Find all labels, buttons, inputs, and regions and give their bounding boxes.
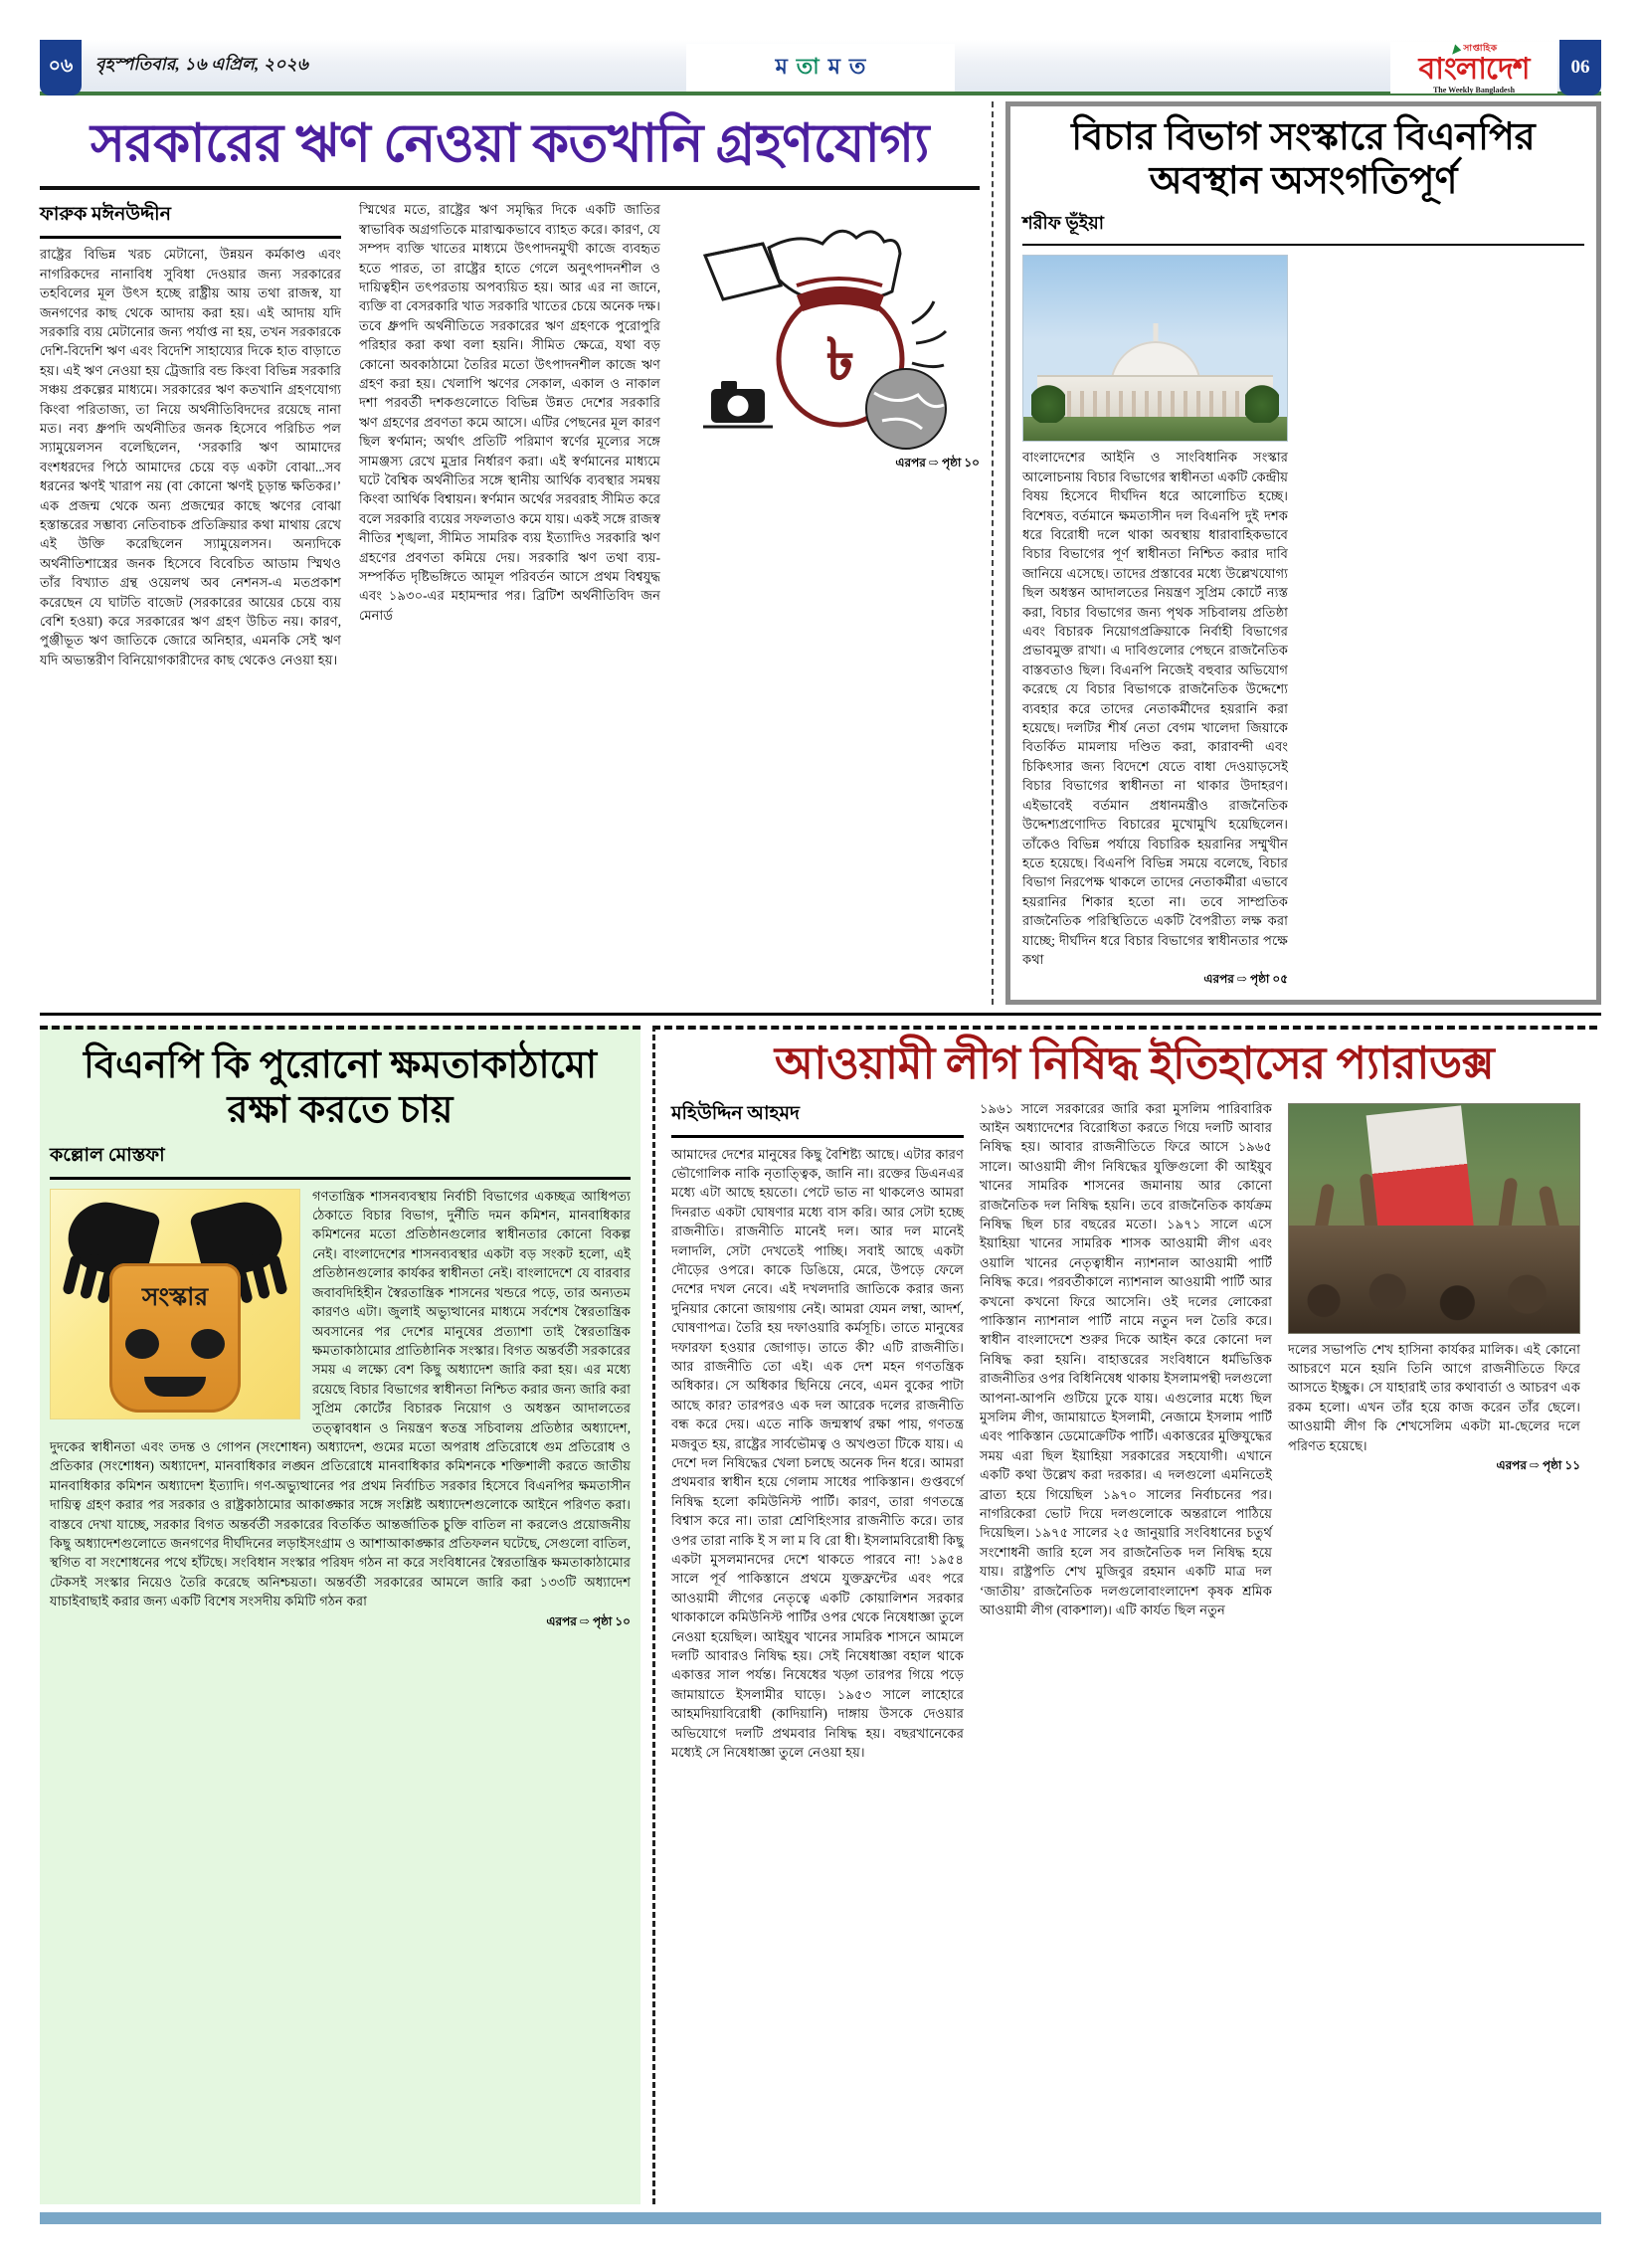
horizontal-divider [40, 1013, 1601, 1016]
section-label-char-4: ত [848, 53, 866, 79]
fourth-column-3 [1288, 1099, 1580, 1763]
footer-rule [40, 2212, 1601, 2224]
building-arches [1041, 391, 1269, 417]
lead-body-1: রাষ্ট্রের বিভিন্ন খরচ মেটানো, উন্নয়ন কর্মকাণ্ড এবং নাগরিকদের নানাবিধ সুবিধা দেওয়ার জন্য সরকারের তহবিলের মূল উৎস হচ্ছে রাষ্ট্রীয় আয় তথা রাজস্ব, যা জনগণের কাছ থেকে আদায় করা হয়। এই আদায় যদি সরকারি ব্যয় মেটানোর জন্য পর্যাপ্ত না হয়, তখন সরকারকে দেশি-বিদেশি ঋণ এবং বিদেশি সাহায্যের দিকে হাত বাড়াতে হয়। এই ঋণ নেওয়া হয় ট্রেজারি বন্ড কিংবা বিভিন্ন সরকারি সঞ্চয় প্রকল্পের মাধ্যমে। সরকারের ঋণ কতখানি গ্রহণযোগ্য কিংবা পরিতাজ্য, তা নিয়ে অর্থনীতিবিদদের রয়েছে নানা মত। নব্য ধ্রুপদি অর্থনীতির জনক হিসেবে পরিচিত পল স্যামুয়েলসন বলেছিলেন, ‘সরকারি ঋণ আমাদের বংশধরদের পিঠে আমাদের চেয়ে বড় একটা বোঝা...সব ধরনের ঋণই খারাপ নয় (বা কোনো ঋণই চূড়ান্ত ক্ষতিকর।’ এক প্রজন্ম থেকে অন্য প্রজন্মের কাছে ঋণের বোঝা হস্তান্তরের সম্ভাব্য নেতিবাচক প্রতিক্রিয়ার কথা মাথায় রেখে এই উক্তি করেছিলেন স্যামুয়েলসন। অন্যদিকে অর্থনীতিশাস্ত্রের জনক হিসেবে বিবেচিত আডাম স্মিথও তাঁর বিখ্যাত গ্রন্থ ওয়েলথ অব নেশনস-এ মতপ্রকাশ করেছেন যে ঘাটতি বাজেট (সরকারের আয়ের চেয়ে ব্যয় বেশি হওয়া) করে সরকারের ঋণ গ্রহণ উচিত নয়। কারণ, পুঞ্জীভূত ঋণ জাতিকে জোরে অনিহার, এমনকি সেই ঋণ যদি অভ্যন্তরীণ বিনিয়োগকারীদের কাছ থেকেও নেওয়া হয়। [40, 247, 341, 667]
second-jump-link[interactable]: এরপর ⇨ পৃষ্ঠা ০৫ [1203, 972, 1288, 987]
section-label-char-1: ম [775, 53, 788, 79]
fourth-body-1: আমাদের দেশের মানুষের কিছু বৈশিষ্ট্য আছে। এটার কারণ ভৌগোলিক নাকি নৃতাত্ত্বিক, জানি না। রক্তের ডিএনএর মধ্যে এটা আছে হয়তো। পেটে ভাত না থাকলেও আমরা দিনরাত একটা ঘোষণার মধ্যে বাস করি। আর সেটা হচ্ছে রাজনীতি। রাজনীতি মানেই দল। আর দল মানেই দলাদলি, সেটা দেখতেই পাচ্ছি। সবাই আছে একটা দৌড়ের ওপরে। কাকে ডিঙিয়ে, মেরে, উপড়ে ফেলে দেশের দখল নেবে। এই দখলদারি জাতিকে করার জন্য দুনিয়ার কোনো জায়গায় নেই। আমরা যেমন লম্বা, আদর্শ, ঘোষণাপত্র। তৈরি হয় দফাওয়ারি কর্মসূচি। তাতে মানুষের দফারফা হওয়ার জোগাড়। তাতে কী? এটি রাজনীতি। আর রাজনীতি তো এই। এক দেশ মহন গণতন্ত্রিক অধিকার। সে অধিকার ছিনিয়ে নেবে, এমন বুকের পাটা আছে কার? তারপরও এক দল আরেক দলের রাজনীতি বন্ধ করে দেয়। এতে নাকি জন্মস্বার্থ রক্ষা পায়, গণতন্ত্র মজবুত হয়, রাষ্ট্রের সার্বভৌমত্ব ও অখণ্ডতা টিকে যায়। এ দেশে দল নিষিদ্ধের খেলা চলছে অনেক দিন ধরে। আমরা প্রথমবার স্বাধীন হয়ে গেলাম সাধের পাকিস্তান। গুপ্তবর্গে নিষিদ্ধ হলো কমিউনিস্ট পার্টি। কারণ, তারা গণতন্ত্রে বিশ্বাস করে না। তারা শ্রেণিহিংসার রাজনীতি করে। তার ওপর তারা নাকি ই স লা ম বি রো ধী। ইসলামবিরোধী কিছু একটা মুসলমানদের দেশে থাকতে পারবে না! ১৯৫৪ সালে পূর্ব পাকিস্তানে প্রথমে যুক্তফ্রন্টের এবং পরে আওয়ামী লীগের নেতৃত্বে একটি কোয়ালিশন সরকার থাকাকালে কমিউনিস্ট পার্টির ওপর থেকে নিষেধাজ্ঞা তুলে নেওয়া হয়েছিল। আইয়ুব খানের সামরিক শাসনে আমলে দলটি আবারও নিষিদ্ধ হয়। সেই নিষেধাজ্ঞা বহাল থাকে একাত্তর সাল পর্যন্ত। নিষেধের খড়্গ তারপর গিয়ে পড়ে জামায়াতে ইসলামীর ঘাড়ে। ১৯৫৩ সালে লাহোরে আহমদিয়াবিরোধী (কাদিয়ানি) দাঙ্গায় উসকে দেওয়ার অভিযোগে দলটি প্রথমবার নিষিদ্ধ হয়। বছরখানেকের মধ্যেই সে নিষেধাজ্ঞা তুলে নেওয়া হয়। [671, 1146, 964, 1761]
section-label [686, 44, 955, 92]
top-section [40, 101, 1601, 1005]
fourth-byline: মহিউদ্দিন আহমদ [671, 1099, 964, 1138]
newspaper-page [40, 40, 1601, 2159]
column-divider-vertical [992, 101, 994, 1005]
logo-subtitle: The Weekly Bangladesh [1432, 85, 1516, 94]
section-label-char-2: তা [796, 53, 820, 79]
hands-holding-reform-mask-icon [50, 1189, 300, 1419]
hand-holding-money-bag-icon [685, 204, 974, 451]
second-columns [1022, 253, 1584, 991]
lead-headline: সরকারের ঋণ নেওয়া কতখানি গ্রহণযোগ্য [40, 101, 980, 190]
dome-spire [1153, 323, 1158, 343]
fourth-body-3: দলের সভাপতি শেখ হাসিনা কার্যকর মালিক। এই কোনো আচরণে মনে হয়নি তিনি আগে রাজনীতিতে ফিরে আসতে ইচ্ছুক। সে যাহারাই তার কথাবার্তা ও আচরণ এক রকম হলো। এখন তাঁর হয়ে কাজ করেন তাঁর ছেলে। আওয়ামী লীগ কি শেখসেলিম একটা মা-ছেলের দলে পরিণত হয়েছে। [1288, 1341, 1580, 1453]
second-headline: বিচার বিভাগ সংস্কারে বিএনপির অবস্থান অসংগতিপূর্ণ [1071, 116, 1536, 202]
third-article [40, 1026, 640, 2204]
tree-right-icon [1245, 383, 1279, 423]
lead-column-1 [40, 200, 341, 669]
fourth-column-1 [671, 1099, 964, 1763]
lead-column-2 [359, 200, 660, 669]
lead-column-3 [678, 200, 980, 669]
mask-label: সংস্কার [141, 1283, 209, 1311]
second-article-box [1005, 101, 1601, 1005]
political-rally-crowd-photo [1288, 1103, 1580, 1334]
second-article [1005, 101, 1601, 1005]
section-label-char-3: ম [827, 53, 840, 79]
third-columns [50, 1187, 631, 1633]
third-headline: বিএনপি কি পুরোনো ক্ষমতাকাঠামো রক্ষা করতে চায় [84, 1044, 597, 1131]
folio-left: ০৬ [40, 40, 82, 95]
mask-mouth [144, 1377, 206, 1397]
lead-body-2: স্মিথের মতে, রাষ্ট্রের ঋণ সমৃদ্ধির দিকে একটি জাতির স্বাভাবিক অগ্রগতিকে মারাত্মকভাবে ব্যাহত করে। কারণ, যে সম্পদ ব্যক্তি খাতের মাধ্যমে উৎপাদনমুখী কাজে ব্যবহৃত হতে পারত, তা রাষ্ট্রের হাতে গেলে অনুৎপাদনশীল ও দায়িত্বহীন তৎপরতায় অপব্যয়িত হয়। আর এর না জানে, ব্যক্তি বা বেসরকারি খাত সরকারি খাতের চেয়ে অনেক দক্ষ। তবে ধ্রুপদি অর্থনীতিতে সরকারের ঋণ গ্রহণকে পুরোপুরি পরিহার করা কথা বলা হয়নি। সীমিত ক্ষেত্রে, যথা বড় কোনো অবকাঠামো তৈরির মতো উৎপাদনশীল কাজে ঋণ গ্রহণ করা হয়। খেলাপি ঋণের সেকাল, একাল ও নাকাল দশা পরবর্তী দশকগুলোতে বিভিন্ন উন্নত দেশের সরকারি ঋণ গ্রহণের প্রবণতা কমে আসে। এটির পেছনের মূল কারণ ছিল স্বর্ণমান; অর্থাৎ প্রতিটি পরিমাণ স্বর্ণের মূল্যের সঙ্গে সামঞ্জস্য রেখে মুদ্রার নির্ধারণ করা। এই স্বর্ণমানের মাধ্যমে ঘটে বৈশ্বিক অর্থনীতির সঙ্গে স্থানীয় আর্থিক ব্যবস্থার সমন্বয় কিংবা আর্থিক বিশ্বায়ন। স্বর্ণমান অর্থের সরবরাহ সীমিত করে বলে সরকারি ব্যয়ের সফলতাও কমে যায়। একই সঙ্গে রাজস্ব নীতির শৃঙ্খলা, সীমিত সামরিক ব্যয় ইত্যাদিও সরকারি ঋণ গ্রহণের প্রবণতা কমিয়ে দেয়। সরকারি ঋণ তথা ব্যয়-সম্পর্কিত দৃষ্টিভঙ্গিতে আমূল পরিবর্তন আসে প্রথম বিশ্বযুদ্ধ এবং ১৯৩০-এর মহামন্দার পর। ব্রিটিশ অর্থনীতিবিদ জন মেনার্ড [359, 202, 660, 623]
supreme-court-building-photo [1022, 255, 1288, 442]
fourth-columns [671, 1099, 1597, 1763]
third-byline: কল্লোল মোস্তফা [50, 1141, 631, 1180]
masthead [40, 40, 1601, 95]
fourth-jump-link[interactable]: এরপর ⇨ পৃষ্ঠা ১১ [1496, 1457, 1580, 1472]
fourth-headline: আওয়ামী লীগ নিষিদ্ধ ইতিহাসের প্যারাডক্স [774, 1039, 1495, 1088]
bottom-section [40, 1026, 1601, 2204]
lead-jump-link[interactable]: এরপর ⇨ পৃষ্ঠা ১০ [895, 456, 980, 471]
logo-kicker: সাপ্তাহিক [1463, 43, 1498, 54]
fourth-column-2 [980, 1099, 1272, 1763]
fourth-article [652, 1026, 1597, 2204]
tree-left-icon [1031, 383, 1065, 423]
lead-byline: ফারুক মঈনউদ্দীন [40, 200, 341, 239]
mask-eye-left [125, 1329, 159, 1359]
second-body-1: বাংলাদেশের আইনি ও সাংবিধানিক সংস্কার আলোচনায় বিচার বিভাগের স্বাধীনতা একটি কেন্দ্রীয় বিষয় হিসেবে দীর্ঘদিন ধরে আলোচিত হচ্ছে। বিশেষত, বর্তমানে ক্ষমতাসীন দল বিএনপি দুই দশক ধরে বিরোধী দলে থাকা অবস্থায় ধারাবাহিকভাবে বিচার বিভাগের পূর্ণ স্বাধীনতা নিশ্চিত করার দাবি জানিয়ে এসেছে। তাদের প্রস্তাবের মধ্যে উল্লেখযোগ্য ছিল অধস্তন আদালতের নিয়ন্ত্রণ সুপ্রিম কোর্টে ন্যস্ত করা, বিচার বিভাগের জন্য পৃথক সচিবালয় প্রতিষ্ঠা এবং বিচারক নিয়োগপ্রক্রিয়াকে নির্বাহী বিভাগের প্রভাবমুক্ত রাখা। এ দাবিগুলোর পেছনে রাজনৈতিক বাস্তবতাও ছিল। বিএনপি নিজেই বহুবার অভিযোগ করেছে যে বিচার বিভাগকে রাজনৈতিক উদ্দেশ্যে ব্যবহার করে তাদের নেতাকর্মীদের হয়রানি করা হয়েছে। দলটির শীর্ষ নেতা বেগম খালেদা জিয়াকে বিতর্কিত মামলায় দণ্ডিত করা, কারাবন্দী এবং চিকিৎসার জন্য বিদেশে যেতে বাধা দেওয়াড়সেই বিচার বিভাগের স্বাধীনতা না থাকার উদাহরণ। এইভাবেই বর্তমান প্রধানমন্ত্রীও রাজনৈতিক উদ্দেশ্যপ্রণোদিত বিচারের মুখোমুখি হয়েছিলেন। তাঁকেও বিভিন্ন পর্যায়ে বিচারিক হয়রানির সম্মুখীন হতে হয়েছে। বিএনপি বিভিন্ন সময়ে বলেছে, বিচার বিভাগ নিরপেক্ষ থাকলে তাদের নেতাকর্মীরা এভাবে হয়রানির শিকার হতো না। তবে সাম্প্রতিক রাজনৈতিক পরিস্থিতিতে একটি বৈপরীত্য লক্ষ করা যাচ্ছে; দীর্ঘদিন ধরে বিচার বিভাগের স্বাধীনতার পক্ষে কথা [1022, 450, 1288, 967]
flag-icon [1367, 1105, 1475, 1241]
svg-text:৳: ৳ [825, 327, 854, 393]
issue-date: বৃহস্পতিবার, ১৬ এপ্রিল, ২০২৬ [95, 55, 308, 74]
fourth-body-2: ১৯৬১ সালে সরকারের জারি করা মুসলিম পারিবারিক আইন অধ্যাদেশের বিরোধিতা করতে গিয়ে দলটি আবার নিষিদ্ধ হয়। আবার রাজনীতিতে ফিরে আসে ১৯৬৫ সালে। আওয়ামী লীগ নিষিদ্ধের যুক্তিগুলো কী আইয়ুব খানের সামরিক শাসনের জমানায় আর কোনো রাজনৈতিক দল নিষিদ্ধ হয়নি। তবে রাজনৈতিক কার্যক্রম নিষিদ্ধ ছিল চার বছরের মতো। ১৯৭১ সালে এসে ইয়াহিয়া খানের সামরিক শাসক আওয়ামী লীগ এবং ওয়ালি খানের নেতৃত্বাধীন ন্যাশনাল আওয়ামী পার্টি নিষিদ্ধ করে। পরবর্তীকালে ন্যাশনাল আওয়ামী পার্টি আর কখনো কখনো ফিরে আসেনি। ওই দলের লোকেরা পাকিস্তান ন্যাশনাল পার্টি নামে নতুন দল তৈরি করে। স্বাধীন বাংলাদেশে শুরুর দিকে আইন করে কোনো দল নিষিদ্ধ করা হয়নি। বাহাত্তরের সংবিধানে ধর্মভিত্তিক রাজনীতির ওপর বিধিনিষেধ থাকায় ইসলামপন্থী দলগুলো আপনা-আপনি গুটিয়ে ঢুকে যায়। এগুলোর মধ্যে ছিল মুসলিম লীগ, জামায়াতে ইসলামী, নেজামে ইসলাম পার্টি এবং পাকিস্তান ডেমোক্রেটিক পার্টি। একাত্তরের মুক্তিযুদ্ধের সময় এরা ছিল ইয়াহিয়া সরকারের সহযোগী। এখানে একটি কথা উল্লেখ করা দরকার। এ দলগুলো এমনিতেই ব্রাত্য হয়ে গিয়েছিল ১৯৭০ সালের নির্বাচনের পর। নাগরিকেরা ভোট দিয়ে দলগুলোকে অন্তরালে পাঠিয়ে দিয়েছিল। ১৯৭৫ সালের ২৫ জানুয়ারি সংবিধানের চতুর্থ সংশোধনী জারি হলে সব রাজনৈতিক দল নিষিদ্ধ হয়ে যায়। রাষ্ট্রপতি শেখ মুজিবুর রহমান একটি মাত্র দল ‘জাতীয়’ রাজনৈতিক দলগুলোবাংলাদেশ কৃষক শ্রমিক আওয়ামী লীগ (বাকশাল)। এটি কার্যত ছিল নতুন [980, 1100, 1272, 1618]
crowd-shape [1289, 1226, 1579, 1333]
folio-right: 06 [1559, 40, 1601, 95]
third-jump-link[interactable]: এরপর ⇨ পৃষ্ঠা ১০ [546, 1613, 631, 1628]
mask-eye-right [191, 1329, 225, 1359]
lead-article [40, 101, 980, 1005]
mask-shape [109, 1263, 241, 1413]
second-byline: শরীফ ভূঁইয়া [1022, 209, 1584, 246]
third-body-1: গণতান্ত্রিক শাসনব্যবস্থায় নির্বাচী বিভাগের একচ্ছত্র আধিপত্য ঠেকাতে বিচার বিভাগ, দুর্নীতি দমন কমিশন, মানবাধিকার কমিশনের মতো প্রতিষ্ঠানগুলোর স্বাধীনতার কোনো বিকল্প নেই। বাংলাদেশের শাসনব্যবস্থার একটা বড় সংকট হলো, এই প্রতিষ্ঠানগুলোর কার্যকর স্বাধীনতা নেই। বাংলাদেশে যে বারবার জবাবদিহিহীন স্বৈরতান্ত্রিক শাসনের খন্ডরে পড়ে, তার অন্যতম কারণও এটা। জুলাই অভ্যুত্থানের মাধ্যমে সর্বশেষ স্বৈরতান্ত্রিক অবসানের পর দেশের মানুষের প্রত্যাশা তাই স্বৈরতান্ত্রিক ক্ষমতাকাঠামোর প্রাতিষ্ঠানিক সংস্কার। বিগত অন্তর্বর্তী সরকারের সময় এ লক্ষ্যে বেশ কিছু অধ্যাদেশ জারি করা হয়। এর মধ্যে রয়েছে বিচার বিভাগের স্বাধীনতা নিশ্চিত করার জন্য জারি করা সুপ্রিম কোর্টের বিচারক নিয়োগ ও অধস্তন আদালতের তত্ত্বাবধান ও নিয়ন্ত্রণ স্বতন্ত্র সচিবালয় প্রতিষ্ঠার অধ্যাদেশ, দুদকের স্বাধীনতা এবং তদন্ত ও গোপন (সংশোধন) অধ্যাদেশ, গুমের মতো অপরাধ প্রতিরোধে গুম প্রতিরোধ ও প্রতিকার (সংশোধন) অধ্যাদেশ, মানবাধিকার লঙ্ঘন প্রতিরোধে মানবাধিকার কমিশনকে শক্তিশালী করতে জাতীয় মানবাধিকার কমিশন অধ্যাদেশ ইত্যাদি। গণ-অভ্যুত্থানের পর প্রথম নির্বাচিত সরকার হিসেবে বিএনপির ক্ষমতাসীন দায়িত্ব গ্রহণ করার পর সরকার ও রাষ্ট্রকাঠামোর আকাঙ্ক্ষার সঙ্গে সংশ্লিষ্ট অধ্যাদেশগুলোকে আইনে পরিণত করা। বাস্তবে দেখা যাচ্ছে, সরকার বিগত অন্তর্বর্তী সরকারের বিতর্কিত আন্তর্জাতিক চুক্তি বাতিল না করলেও প্রয়োজনীয় কিছু অধ্যাদেশগুলোতে জনগণের দীর্ঘদিনের লড়াইসংগ্রাম ও আশাআকাঙ্ক্ষার প্রতিফলন ঘটেছে, সেগুলো বাতিল, স্থগিত বা সংশোধনের পথে হাঁটছে। সংবিধান সংস্কার পরিষদ গঠন না করে সংবিধানের স্বৈরতান্ত্রিক ক্ষমতাকাঠামোর টেকসই সংস্কার নিয়েও তৈরি করেছে অনিশ্চয়তা। অন্তর্বর্তী সরকারের আমলে জারি করা ১৩৩টি অধ্যাদেশ যাচাইবাছাই করার জন্য একটি বিশেষ সংসদীয় কমিটি গঠন করা [50, 1188, 631, 1609]
logo-wordmark: বাংলাদেশ [1418, 53, 1530, 87]
publication-logo [1390, 42, 1557, 94]
second-column-1 [1022, 253, 1288, 991]
lead-columns [40, 200, 980, 669]
